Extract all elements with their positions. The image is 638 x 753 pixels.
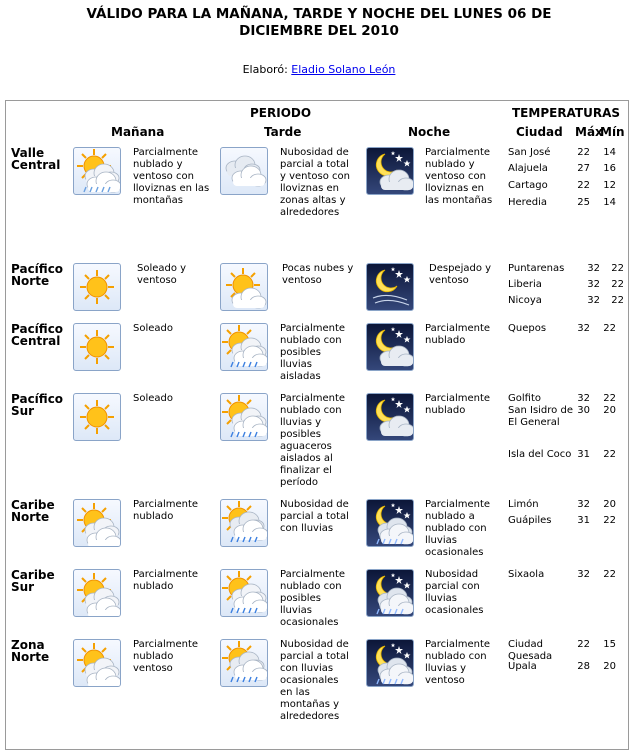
max-temp: 22 [577, 180, 590, 191]
region-name-line-2: Norte [11, 650, 50, 664]
max-temp: 32 [577, 393, 590, 404]
min-temp: 22 [603, 569, 616, 580]
manana-forecast-text: Soleado [133, 323, 173, 334]
night-partly-cloudy-icon [366, 147, 414, 195]
noche-forecast-text: Parcialmente nublado y ventoso con lloviznas en las montañas [425, 147, 493, 206]
min-temp: 20 [603, 405, 616, 416]
sunny-icon [73, 263, 121, 311]
partly-cloudy-showers-icon [220, 393, 268, 441]
tarde-forecast-text: Parcialmente nublado con lluvias y posibles aguaceros aislados al finalizar el período [280, 393, 346, 488]
region-name [11, 323, 63, 347]
city-name: Limón [508, 499, 539, 510]
night-cloudy-showers-icon [366, 499, 414, 547]
max-temp: 22 [577, 639, 590, 650]
noche-forecast-text: Parcialmente nublado a nublado con lluvias ocasionales [425, 499, 491, 558]
min-temp: 20 [603, 661, 616, 672]
max-temp: 25 [577, 197, 590, 208]
ciudad-header: Ciudad [516, 125, 563, 139]
sunny-icon [73, 393, 121, 441]
city-name: Sixaola [508, 569, 545, 580]
region-name [11, 639, 49, 663]
region-name [11, 499, 55, 523]
max-temp: 31 [577, 449, 590, 460]
manana-forecast-text: Parcialmente nublado y ventoso con lloviznas en las montañas [133, 147, 210, 206]
region-name-line-1: Caribe [11, 498, 55, 512]
noche-forecast-text: Parcialmente nublado con lluvias y ventoso [425, 639, 491, 686]
partly-cloudy-icon [73, 499, 121, 547]
manana-forecast-text: Parcialmente nublado ventoso [133, 639, 199, 674]
max-header: Máx [575, 125, 603, 139]
region-name-line-1: Caribe [11, 568, 55, 582]
min-temp: 14 [603, 147, 616, 158]
min-temp: 22 [603, 515, 616, 526]
manana-header: Mañana [111, 125, 165, 139]
city-name: Guápiles [508, 515, 552, 526]
sun-shape [80, 270, 114, 304]
city-name: Nicoya [508, 295, 542, 306]
max-temp: 31 [577, 515, 590, 526]
city-name: Puntarenas [508, 263, 565, 274]
noche-forecast-text: Parcialmente nublado [425, 393, 491, 416]
tarde-header: Tarde [264, 125, 302, 139]
min-temp: 20 [603, 499, 616, 510]
min-temp: 22 [603, 393, 616, 404]
city-name: Cartago [508, 180, 548, 191]
city-name: Ciudad Quesada [508, 639, 553, 662]
periodo-header: PERIODO [250, 106, 312, 120]
region-name-line-2: Sur [11, 580, 35, 594]
night-partly-cloudy-icon [366, 323, 414, 371]
tarde-forecast-text: Parcialmente nublado con posibles lluvias aisladas [280, 323, 346, 382]
region-name-line-1: Zona [11, 638, 45, 652]
cloudy-icon [220, 147, 268, 195]
sunny-icon [73, 323, 121, 371]
city-name: Quepos [508, 323, 547, 334]
manana-forecast-text: Soleado [133, 393, 173, 404]
region-name-line-2: Norte [11, 274, 50, 288]
partly-cloudy-icon [73, 639, 121, 687]
sun-few-clouds-icon [220, 263, 268, 311]
region-name-line-2: Central [11, 334, 61, 348]
city-name: Golfito [508, 393, 541, 404]
title-line-2: DICIEMBRE DEL 2010 [239, 23, 399, 39]
sun-shape [80, 330, 114, 364]
night-clear-windy-icon [366, 263, 414, 311]
region-name-line-2: Norte [11, 510, 50, 524]
min-temp: 22 [611, 279, 624, 290]
region-name [11, 147, 60, 171]
region-name-line-2: Sur [11, 404, 35, 418]
region-name-line-1: Valle [11, 146, 45, 160]
night-cloudy-showers-icon [366, 639, 414, 687]
region-name [11, 263, 63, 287]
min-temp: 16 [603, 163, 616, 174]
tarde-forecast-text: Parcialmente nublado con posibles lluvias ocasionales [280, 569, 346, 628]
max-temp: 32 [577, 323, 590, 334]
min-temp: 12 [603, 180, 616, 191]
min-temp: 22 [603, 323, 616, 334]
temperaturas-header: TEMPERATURAS [512, 106, 621, 120]
sun-shape [80, 400, 114, 434]
city-name: Liberia [508, 279, 542, 290]
cloudy-showers-icon [220, 639, 268, 687]
night-partly-cloudy-icon [366, 393, 414, 441]
author-link[interactable]: Eladio Solano León [291, 63, 396, 76]
region-name-line-2: Central [11, 158, 61, 172]
region-name [11, 569, 55, 593]
manana-forecast-text: Soleado y ventoso [137, 263, 187, 286]
noche-forecast-text: Parcialmente nublado [425, 323, 491, 346]
manana-forecast-text: Parcialmente nublado [133, 499, 199, 522]
city-name: San Isidro de El General [508, 405, 573, 428]
tarde-forecast-text: Nubosidad de parcial a total con lluvias ocasionales en las montañas y alrededores [280, 639, 349, 722]
tarde-forecast-text: Nubosidad de parcial a total y ventoso con lloviznas en zonas altas y alrededores [280, 147, 351, 218]
city-name: San José [508, 147, 551, 158]
max-temp: 22 [577, 147, 590, 158]
city-name: Heredia [508, 197, 547, 208]
min-temp: 22 [603, 449, 616, 460]
city-name: Alajuela [508, 163, 548, 174]
partly-cloudy-showers-icon [220, 569, 268, 617]
max-temp: 32 [587, 279, 600, 290]
region-name-line-1: Pacífico [11, 322, 64, 336]
min-temp: 14 [603, 197, 616, 208]
min-temp: 22 [611, 295, 624, 306]
min-temp: 22 [611, 263, 624, 274]
noche-header: Noche [408, 125, 451, 139]
max-temp: 28 [577, 661, 590, 672]
page-title [0, 6, 638, 40]
max-temp: 27 [577, 163, 590, 174]
night-cloudy-showers-icon [366, 569, 414, 617]
noche-forecast-text: Despejado y ventoso [429, 263, 492, 286]
region-name [11, 393, 63, 417]
cloudy-showers-icon [220, 499, 268, 547]
max-temp: 32 [587, 263, 600, 274]
author-line [0, 63, 638, 76]
tarde-forecast-text: Pocas nubes y ventoso [282, 263, 354, 286]
partly-cloudy-icon [73, 569, 121, 617]
region-name-line-1: Pacífico [11, 392, 64, 406]
noche-forecast-text: Nubosidad parcial con lluvias ocasionales [425, 569, 484, 616]
title-line-1: VÁLIDO PARA LA MAÑANA, TARDE Y NOCHE DEL LUNES 06 DE [86, 6, 552, 22]
city-name: Upala [508, 661, 537, 672]
min-temp: 15 [603, 639, 616, 650]
partly-cloudy-showers-icon [220, 323, 268, 371]
max-temp: 30 [577, 405, 590, 416]
region-name-line-1: Pacífico [11, 262, 64, 276]
tarde-forecast-text: Nubosidad de parcial a total con lluvias [280, 499, 349, 534]
city-name: Isla del Coco [508, 449, 572, 460]
min-header: Mín [600, 125, 625, 139]
author-label: Elaboró: [242, 63, 288, 76]
max-temp: 32 [577, 569, 590, 580]
manana-forecast-text: Parcialmente nublado [133, 569, 199, 592]
max-temp: 32 [577, 499, 590, 510]
max-temp: 32 [587, 295, 600, 306]
partly-cloudy-drizzle-icon [73, 147, 121, 195]
